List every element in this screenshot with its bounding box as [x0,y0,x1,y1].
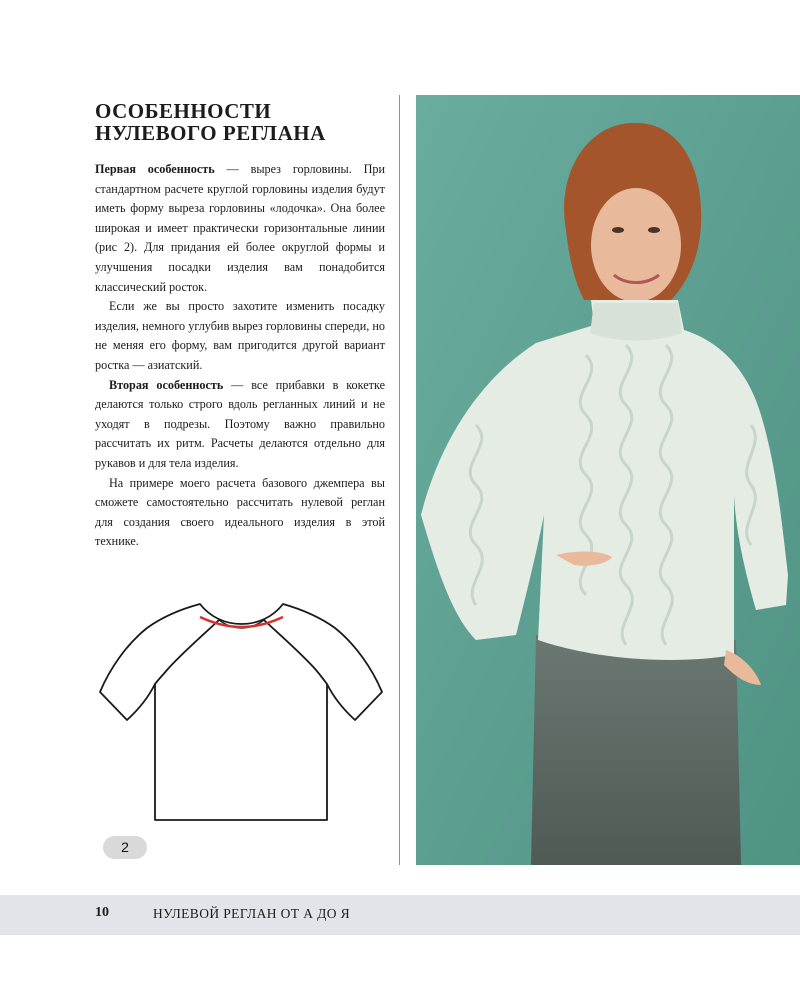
title-line-1: ОСОБЕННОСТИ [95,99,272,123]
paragraph-4: На примере моего расчета базового джемпера вы сможете самостоятельно рассчитать нулевой реглан для создания своего идеального изделия в этой технике. [95,475,385,549]
raglan-sweater-diagram-icon [95,600,390,840]
woman-in-cable-knit-sweater-photo [416,95,800,865]
column-divider [399,95,400,865]
paragraph-1 [95,160,385,297]
paragraph-3 [95,376,385,474]
paragraph-2: Если же вы просто захотите изменить посадку изделия, немного углубив вырез горловины спереди, но не меняя его форму, вам пригодится другой вариант ростка — азиатский. [95,299,385,372]
figure-number-badge: 2 [103,836,147,859]
title-line-2: НУЛЕВОГО РЕГЛАНА [95,121,326,145]
page-footer [0,895,800,935]
paragraph-3-body: — все прибавки в кокетке делаются только строго вдоль регланных линий и не уходят в подрезы. Поэтому важно правильно рассчитать их ритм. Расчеты делаются отдельно для рукавов и для тела изделия. [95,377,385,470]
jeans [531,635,741,865]
page-title [95,100,326,144]
paragraph-1-lead: Первая особенность [95,162,215,176]
paragraph-1-body: — вырез горловины. При стандартном расчете круглой горловины изделия будут иметь форму выреза горловины «лодочка». Она более широкая и имеет практически горизонтальные линии (рис 2). Для придания ей более округлой формы и улучшения посадки изделия вам понадобится классический росток. [95,162,385,294]
running-title: НУЛЕВОЙ РЕГЛАН ОТ А ДО Я [153,906,351,921]
page-number: 10 [95,905,109,920]
article-text [95,160,385,552]
paragraph-3-lead: Вторая особенность [109,377,224,392]
